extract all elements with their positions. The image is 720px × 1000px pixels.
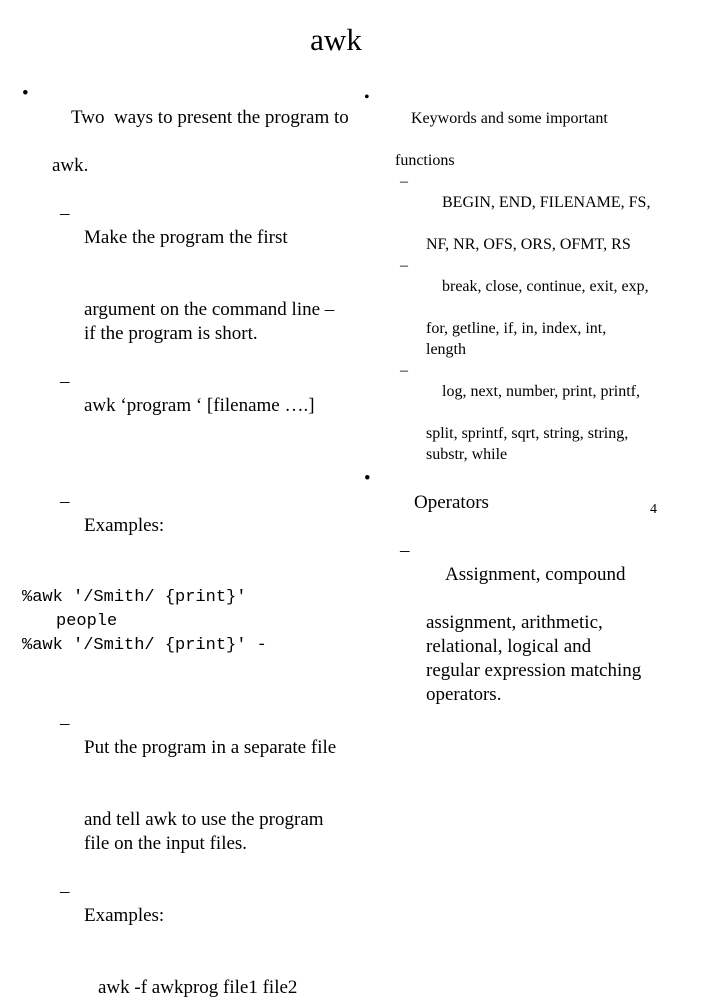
right-sub-operators-cont4: operators. — [426, 684, 502, 705]
left-sub-examples-2: – Examples: — [60, 881, 165, 926]
right-sub-operators: – Assignment, compound — [400, 540, 626, 585]
left-example-command: awk -f awkprog file1 file2 — [98, 977, 298, 998]
right-sub-functions: – log, next, number, print, printf, — [400, 362, 640, 400]
right-sub-builtins-cont: NF, NR, OFS, ORS, OFMT, RS — [426, 236, 631, 253]
left-bullet-ways: • Two ways to present the program to — [22, 83, 349, 128]
code-line-3: %awk '/Smith/ {print}' - — [22, 636, 267, 655]
dash-icon: – — [60, 713, 70, 734]
right-sub-statements-cont2: length — [426, 341, 466, 358]
dash-icon: – — [400, 173, 408, 190]
right-sub-operators-cont3: regular expression matching — [426, 660, 642, 681]
code-line-2: people — [56, 612, 118, 631]
left-sub-separate-file-cont1: and tell awk to use the program — [84, 809, 324, 830]
right-column — [364, 87, 664, 707]
slide-title: awk — [310, 22, 362, 57]
bullet-dot-icon: • — [364, 468, 371, 489]
left-sub-make-program-cont2: if the program is short. — [84, 323, 258, 344]
dash-icon: – — [400, 540, 410, 561]
left-sub-examples-1: – Examples: — [60, 491, 165, 536]
code-line-1: %awk '/Smith/ {print}' — [22, 588, 247, 607]
left-sub-separate-file-cont2: file on the input files. — [84, 833, 248, 854]
bullet-dot-icon: • — [22, 83, 29, 104]
bullet-dot-icon: • — [364, 89, 370, 106]
right-sub-builtins: – BEGIN, END, FILENAME, FS, — [400, 173, 651, 211]
right-sub-operators-cont2: relational, logical and — [426, 636, 592, 657]
right-bullet-operators: • Operators — [364, 468, 489, 513]
right-sub-statements: – break, close, continue, exit, exp, — [400, 257, 649, 295]
left-column — [22, 82, 362, 1000]
left-sub-syntax: – awk ‘program ‘ [filename ….] — [60, 371, 315, 416]
right-bullet-keywords: • Keywords and some important — [364, 89, 608, 127]
dash-icon: – — [60, 881, 70, 902]
left-sub-make-program: – Make the program the first — [60, 203, 288, 248]
dash-icon: – — [60, 371, 70, 392]
left-sub-make-program-cont1: argument on the command line – — [84, 299, 335, 320]
dash-icon: – — [60, 491, 70, 512]
right-sub-functions-cont1: split, sprintf, sqrt, string, string, — [426, 425, 629, 442]
dash-icon: – — [400, 257, 408, 274]
dash-icon: – — [60, 203, 70, 224]
page-number: 4 — [650, 502, 657, 517]
left-sub-separate-file: – Put the program in a separate file — [60, 713, 337, 758]
right-sub-statements-cont1: for, getline, if, in, index, int, — [426, 320, 607, 337]
right-sub-functions-cont2: substr, while — [426, 446, 508, 463]
right-sub-operators-cont1: assignment, arithmetic, — [426, 612, 603, 633]
right-bullet-keywords-cont: functions — [395, 152, 455, 169]
left-bullet-ways-cont: awk. — [52, 155, 89, 176]
dash-icon: – — [400, 362, 408, 379]
